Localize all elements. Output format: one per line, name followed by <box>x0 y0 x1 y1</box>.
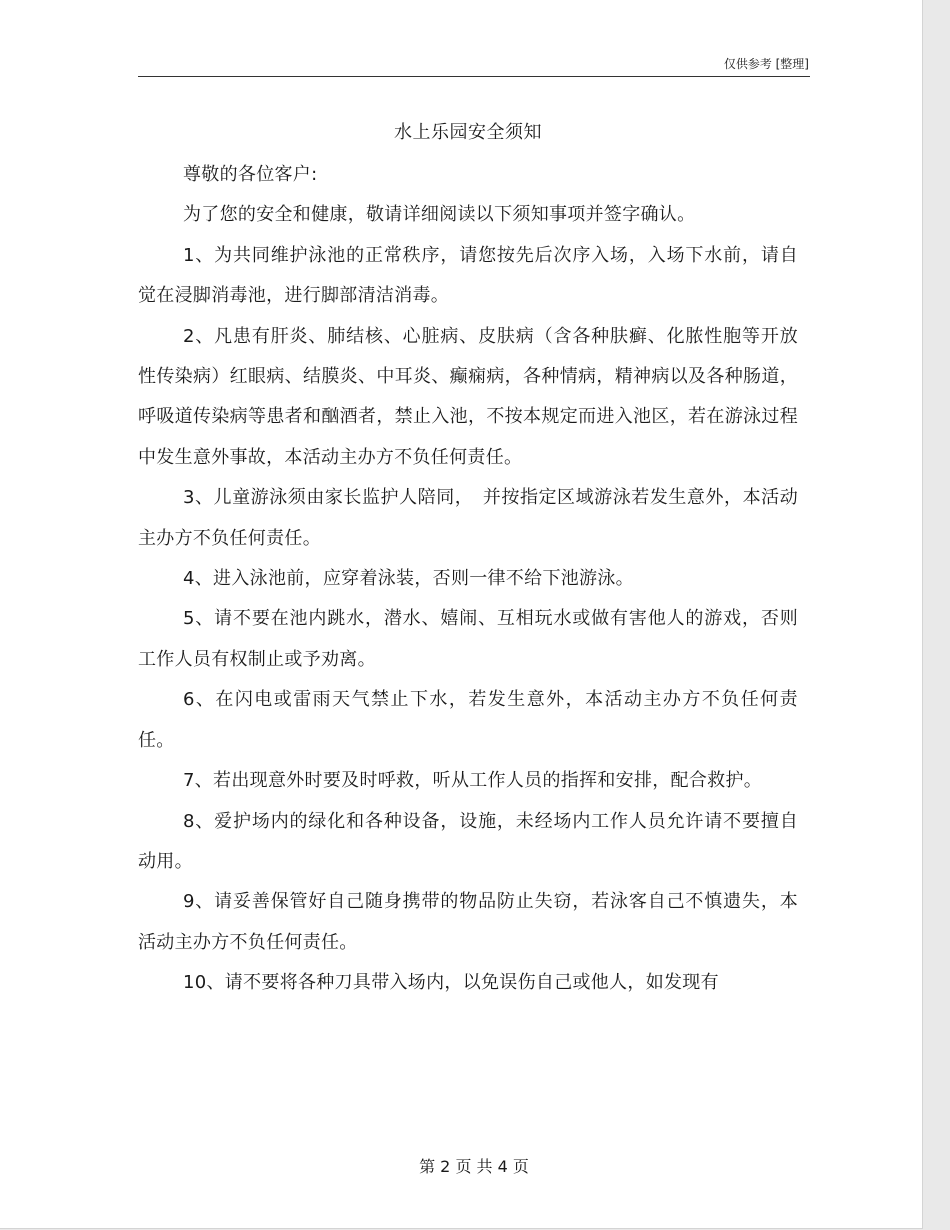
document-title: 水上乐园安全须知 <box>394 122 542 143</box>
header-divider <box>138 76 810 77</box>
page-number-footer: 第 2 页 共 4 页 <box>419 1157 529 1176</box>
rule-item-5: 5、请不要在池内跳水，潜水、嬉闹、互相玩水或做有害他人的游戏，否则工作人员有权制止或予劝离。 <box>138 608 798 670</box>
rule-item-2: 2、凡患有肝炎、肺结核、心脏病、皮肤病（含各种肤癣、化脓性胞等开放性传染病）红眼病、结膜炎、中耳炎、癫痫病，各种情病，精神病以及各种肠道，呼吸道传染病等患者和酗酒者，禁止入池，不按本规定而进入池区，若在游泳过程中发生意外事故，本活动主办方不负任何责任。 <box>138 325 798 468</box>
document-body <box>138 155 798 1004</box>
header-label: 仅供参考 [整理] <box>723 57 809 71</box>
rule-item-3: 3、儿童游泳须由家长监护人陪同， 并按指定区域游泳若发生意外，本活动主办方不负任何责任。 <box>138 487 798 549</box>
rule-item-4: 4、进入泳池前，应穿着泳装，否则一律不给下池游泳。 <box>183 568 634 590</box>
rule-item-7: 7、若出现意外时要及时呼救，听从工作人员的指挥和安排，配合救护。 <box>183 770 763 792</box>
rule-item-1: 1、为共同维护泳池的正常秩序，请您按先后次序入场，入场下水前，请自觉在浸脚消毒池，进行脚部清洁消毒。 <box>138 244 798 307</box>
rule-item-8: 8、爱护场内的绿化和各种设备，设施，未经场内工作人员允许请不要擅自动用。 <box>138 810 798 872</box>
rule-item-9: 9、请妥善保管好自己随身携带的物品防止失窃，若泳客自己不慎遗失，本活动主办方不负任何责任。 <box>138 891 798 953</box>
rule-item-10: 10、请不要将各种刀具带入场内，以免误伤自己或他人，如发现有 <box>183 972 719 994</box>
intro-paragraph: 为了您的安全和健康，敬请详细阅读以下须知事项并签字确认。 <box>183 204 696 226</box>
greeting-paragraph: 尊敬的各位客户: <box>183 164 318 185</box>
rule-item-6: 6、在闪电或雷雨天气禁止下水，若发生意外，本活动主办方不负任何责任。 <box>138 689 798 751</box>
